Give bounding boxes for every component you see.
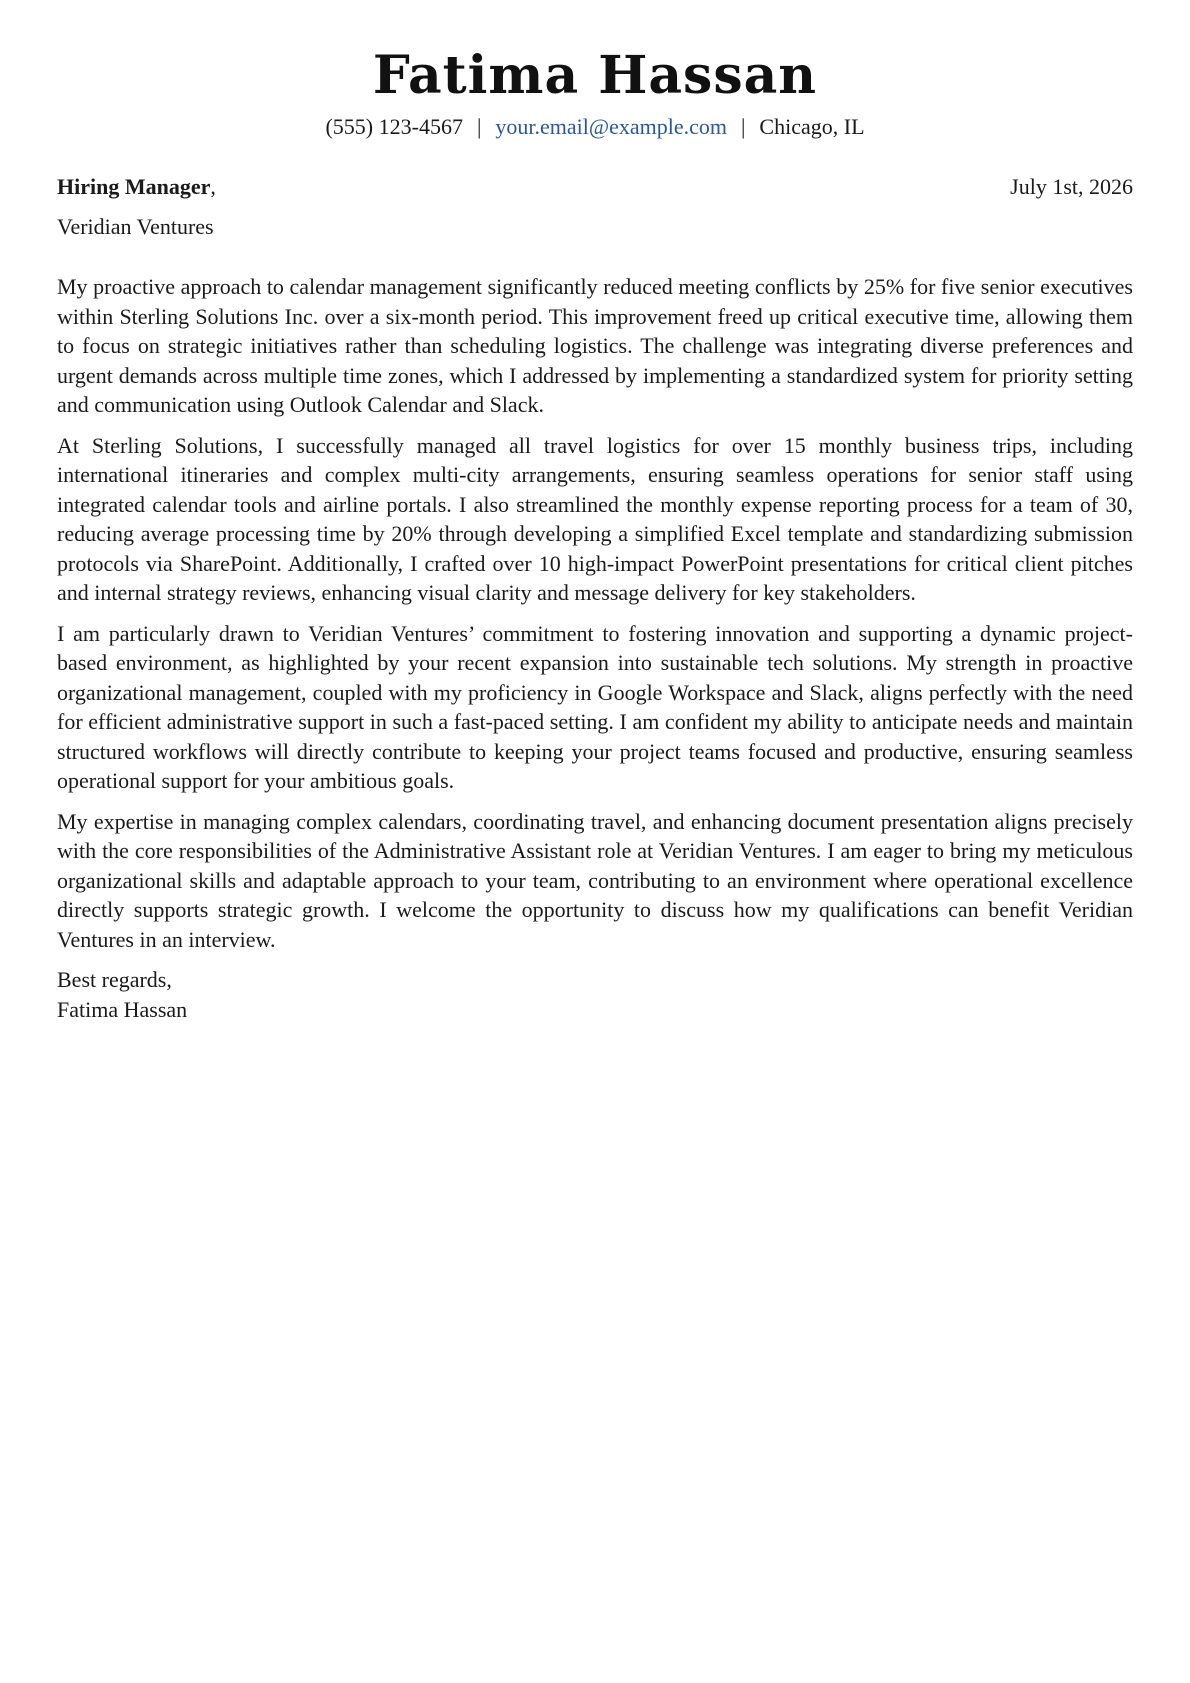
contact-line — [57, 112, 1133, 142]
body-paragraph: At Sterling Solutions, I successfully managed all travel logistics for over 15 monthly business trips, including international itineraries and complex multi-city arrangements, ensuring seamless operations for senior staff using integrated calendar tools and airline portals. I also streamlined the monthly expense reporting process for a team of 30, reducing average processing time by 20% through developing a simplified Excel template and standardizing submission protocols via SharePoint. Additionally, I crafted over 10 high-impact PowerPoint presentations for critical client pitches and internal strategy reviews, enhancing visual clarity and message delivery for key stakeholders. — [57, 432, 1133, 605]
recipient-title: Hiring Manager — [57, 174, 211, 199]
location: Chicago, IL — [759, 114, 865, 139]
letter-closing — [57, 965, 1133, 1024]
body-paragraph: I am particularly drawn to Veridian Ventures’ commitment to fostering innovation and supporting a dynamic project-based environment, as highlighted by your recent expansion into sustainable tech solutions. My strength in proactive organizational management, coupled with my proficiency in Google Workspace and Slack, aligns perfectly with the need for efficient administrative support in such a fast-paced setting. I am confident my ability to anticipate needs and maintain structured workflows will directly contribute to keeping your project teams focused and productive, ensuring seamless operational support for your ambitious goals. — [57, 620, 1133, 793]
closing-salutation: Best regards, — [57, 967, 172, 992]
closing-signature: Fatima Hassan — [57, 996, 188, 1022]
contact-separator: | — [741, 114, 746, 139]
recipient-date-row — [57, 172, 1133, 202]
phone-number: (555) 123-4567 — [325, 114, 463, 139]
letter-body — [57, 272, 1133, 954]
recipient-line — [57, 172, 216, 202]
contact-separator: | — [476, 114, 482, 139]
email-link[interactable]: your.email@example.com — [495, 114, 728, 139]
letter-date: July 1st, 2026 — [1010, 174, 1133, 199]
body-paragraph: My proactive approach to calendar management significantly reduced meeting conflicts by 25% for five senior executives within Sterling Solutions Inc. over a six-month period. This improvement freed up critical executive time, allowing them to focus on strategic initiatives rather than scheduling logistics. The challenge was integrating diverse preferences and urgent demands across multiple time zones, which I addressed by implementing a standardized system for priority setting and communication using Outlook Calendar and Slack. — [57, 274, 1133, 417]
applicant-name: Fatima Hassan — [372, 45, 818, 106]
recipient-company: Veridian Ventures — [57, 214, 214, 239]
body-paragraph: My expertise in managing complex calendars, coordinating travel, and enhancing document presentation aligns precisely with the core responsibilities of the Administrative Assistant role at Veridian Ventures. I am eager to bring my meticulous organizational skills and adaptable approach to your team, contributing to an environment where operational excellence directly supports strategic growth. I welcome the opportunity to discuss how my qualifications can benefit Veridian Ventures in an interview. — [57, 808, 1133, 952]
cover-letter-page — [57, 40, 1133, 1024]
letter-header — [57, 40, 1133, 142]
recipient-comma: , — [210, 174, 216, 199]
